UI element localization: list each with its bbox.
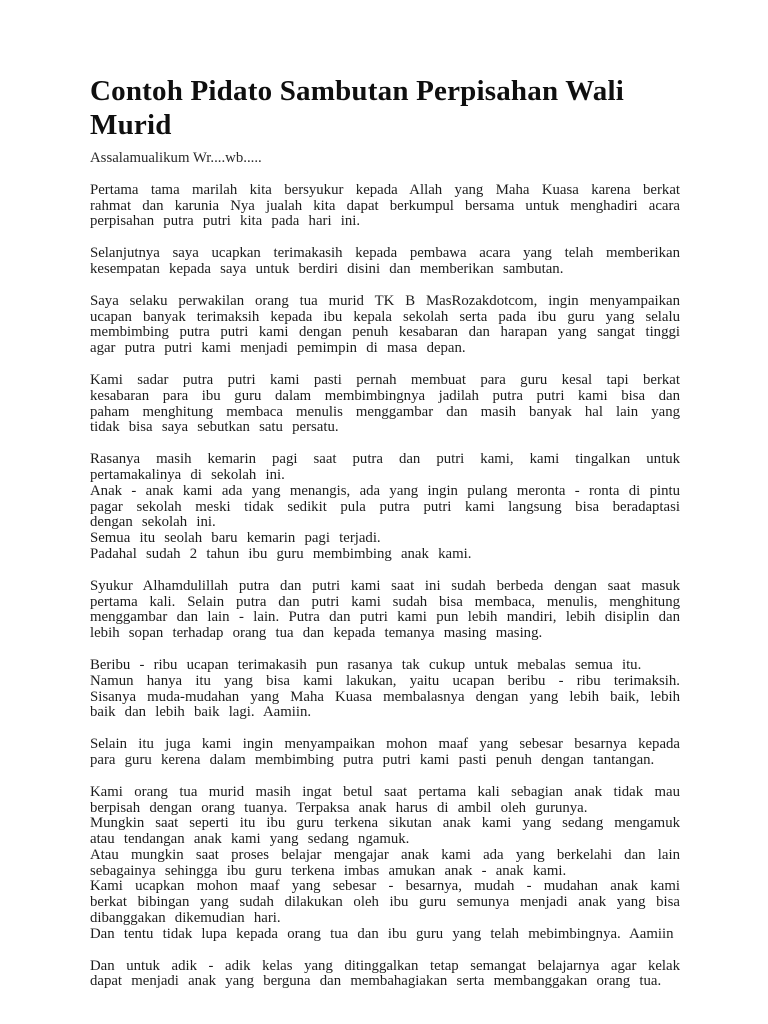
paragraph: Saya selaku perwakilan orang tua murid TK B MasRozakdotcom, ingin menyampaikan ucapan banyak terimaksih kepada ibu kepala sekolah serta pada ibu guru yang selalu membimbing putra putri kami dengan penuh kesabaran dan harapan yang sangat tinggi agar putra putri kami menjadi pemimpin di masa depan. xyxy=(90,292,680,357)
paragraph: Rasanya masih kemarin pagi saat putra dan putri kami, kami tingalkan untuk pertamakalinya di sekolah ini. Anak - anak kami ada yang menangis, ada yang ingin pulang meronta - ronta di pintu pagar sekolah meski tidak sedikit pula putra putri kami langsung bisa beradaptasi dengan sekolah ini. Semua itu seolah baru kemarin pagi terjadi. Padahal sudah 2 tahun ibu guru membimbing anak kami. xyxy=(90,451,680,562)
paragraph: Dan untuk adik - adik kelas yang ditinggalkan tetap semangat belajarnya agar kelak dapat menjadi anak yang berguna dan membahagiakan serta membanggakan orang tua. xyxy=(90,957,680,990)
document-title: Contoh Pidato Sambutan Perpisahan Wali Murid xyxy=(90,75,625,141)
paragraph: Kami orang tua murid masih ingat betul saat pertama kali sebagian anak tidak mau berpisah dengan orang tuanya. Terpaksa anak harus di ambil oleh gurunya. Mungkin saat seperti itu ibu guru terkena sikutan anak kami yang sedang mengamuk atau tendangan anak kami yang sedang ngamuk. Atau mungkin saat proses belajar mengajar anak kami ada yang berkelahi dan lain sebagainya sehingga ibu guru terkena imbas amukan anak - anak kami. Kami ucapkan mohon maaf yang sebesar - besarnya, mudah - mudahan anak kami berkat bibingan yang sudah dilakukan oleh ibu guru semunya menjadi anak yang bisa dibanggakan dikemudian hari. Dan tentu tidak lupa kepada orang tua dan ibu guru yang telah mebimbingnya. Aamiin xyxy=(90,783,680,942)
paragraph: Kami sadar putra putri kami pasti pernah membuat para guru kesal tapi berkat kesabaran para ibu guru dalam membimbingnya jadilah putra putri kami bisa dan paham menghitung membaca menulis menggambar dan masih banyak hal lain yang tidak bisa saya sebutkan satu persatu. xyxy=(90,371,680,436)
paragraph: Selanjutnya saya ucapkan terimakasih kepada pembawa acara yang telah memberikan kesempatan kepada saya untuk berdiri disini dan memberikan sambutan. xyxy=(90,245,680,277)
paragraph: Pertama tama marilah kita bersyukur kepada Allah yang Maha Kuasa karena berkat rahmat dan karunia Nya jualah kita dapat berkumpul bersama untuk menghadiri acara perpisahan putra putri kita pada hari ini. xyxy=(90,181,680,230)
paragraph: Beribu - ribu ucapan terimakasih pun rasanya tak cukup untuk mebalas semua itu. Namun hanya itu yang bisa kami lakukan, yaitu ucapan beribu - ribu terimaksih. Sisanya muda-mudahan yang Maha Kuasa membalasnya dengan yang lebih baik, lebih baik dan lebih baik lagi. Aamiin. xyxy=(90,656,680,721)
paragraph: Selain itu juga kami ingin menyampaikan mohon maaf yang sebesar besarnya kepada para guru kerena dalam membimbing putra putri kami pasti penuh dengan tantangan. xyxy=(90,736,680,768)
paragraph: Syukur Alhamdulillah putra dan putri kami saat ini sudah berbeda dengan saat masuk pertama kali. Selain putra dan putri kami sudah bisa membaca, menulis, menghitung menggambar dan lain - lain. Putra dan putri kami pun lebih mandiri, lebih disiplin dan lebih sopan terhadap orang tua dan kepada temanya masing masing. xyxy=(90,577,680,642)
document-body xyxy=(90,183,680,990)
greeting-line: Assalamualikum Wr....wb..... xyxy=(90,150,262,166)
